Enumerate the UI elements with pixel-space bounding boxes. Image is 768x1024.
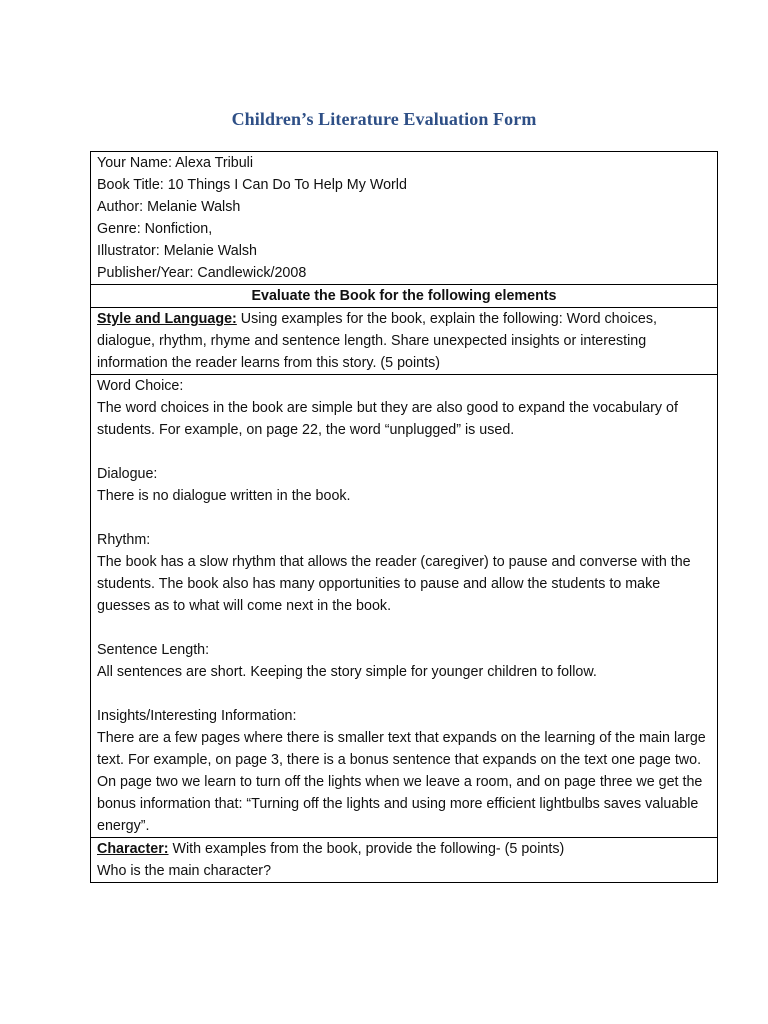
dialogue-heading: Dialogue: [97, 466, 158, 482]
sentence-length-text: All sentences are short. Keeping the story simple for younger children to follow. [97, 664, 597, 680]
character-label: Character: [97, 841, 169, 857]
your-name-line: Your Name: Alexa Tribuli [97, 155, 254, 171]
main-character-question: Who is the main character? [97, 863, 272, 879]
publisher-year-line: Publisher/Year: Candlewick/2008 [97, 265, 307, 281]
word-choice-text: The word choices in the book are simple but they are also good to expand the vocabulary of students. For example, on page 22, the word “unplugged” is used. [97, 400, 678, 438]
character-prompt: With examples from the book, provide the following- (5 points) [168, 841, 565, 857]
character-row [91, 838, 718, 883]
dialogue-text: There is no dialogue written in the book. [97, 488, 351, 504]
book-title-line: Book Title: 10 Things I Can Do To Help My World [97, 177, 407, 193]
answers-row [91, 375, 718, 838]
style-language-label: Style and Language: [97, 311, 237, 327]
insights-heading: Insights/Interesting Information: [97, 708, 297, 724]
spacer [97, 441, 711, 463]
word-choice-heading: Word Choice: [97, 378, 184, 394]
book-info-cell [91, 152, 718, 285]
book-info-row [91, 152, 718, 285]
rhythm-text: The book has a slow rhythm that allows the reader (caregiver) to pause and converse with the students. The book also has many opportunities to pause and allow the students to make guesses as to what will come next in the book. [97, 554, 691, 614]
spacer [97, 683, 711, 705]
form-title: Children’s Literature Evaluation Form [231, 109, 537, 129]
answers-cell [91, 375, 718, 838]
style-language-row [91, 308, 718, 375]
section-heading-row [91, 285, 718, 308]
author-line: Author: Melanie Walsh [97, 199, 241, 215]
genre-line: Genre: Nonfiction, [97, 221, 213, 237]
insights-text: There are a few pages where there is smaller text that expands on the learning of the main large text. For example, on page 3, there is a bonus sentence that expands on the text one page two. On page two we learn to turn off the lights when we leave a room, and on page three we get the bonus information that: “Turning off the lights and using more efficient lightbulbs saves valuable energy”. [97, 730, 706, 834]
rhythm-heading: Rhythm: [97, 532, 151, 548]
illustrator-line: Illustrator: Melanie Walsh [97, 243, 257, 259]
character-prompt-cell [91, 838, 718, 883]
spacer [97, 617, 711, 639]
spacer [97, 507, 711, 529]
style-language-prompt: Using examples for the book, explain the following: Word choices, dialogue, rhythm, rhyme and sentence length. Share unexpected insights or interesting information the reader learns from this story. (5 points) [97, 311, 657, 371]
sentence-length-heading: Sentence Length: [97, 642, 210, 658]
evaluation-table [90, 151, 718, 883]
style-language-prompt-cell [91, 308, 718, 375]
section-heading: Evaluate the Book for the following elements [91, 285, 718, 308]
